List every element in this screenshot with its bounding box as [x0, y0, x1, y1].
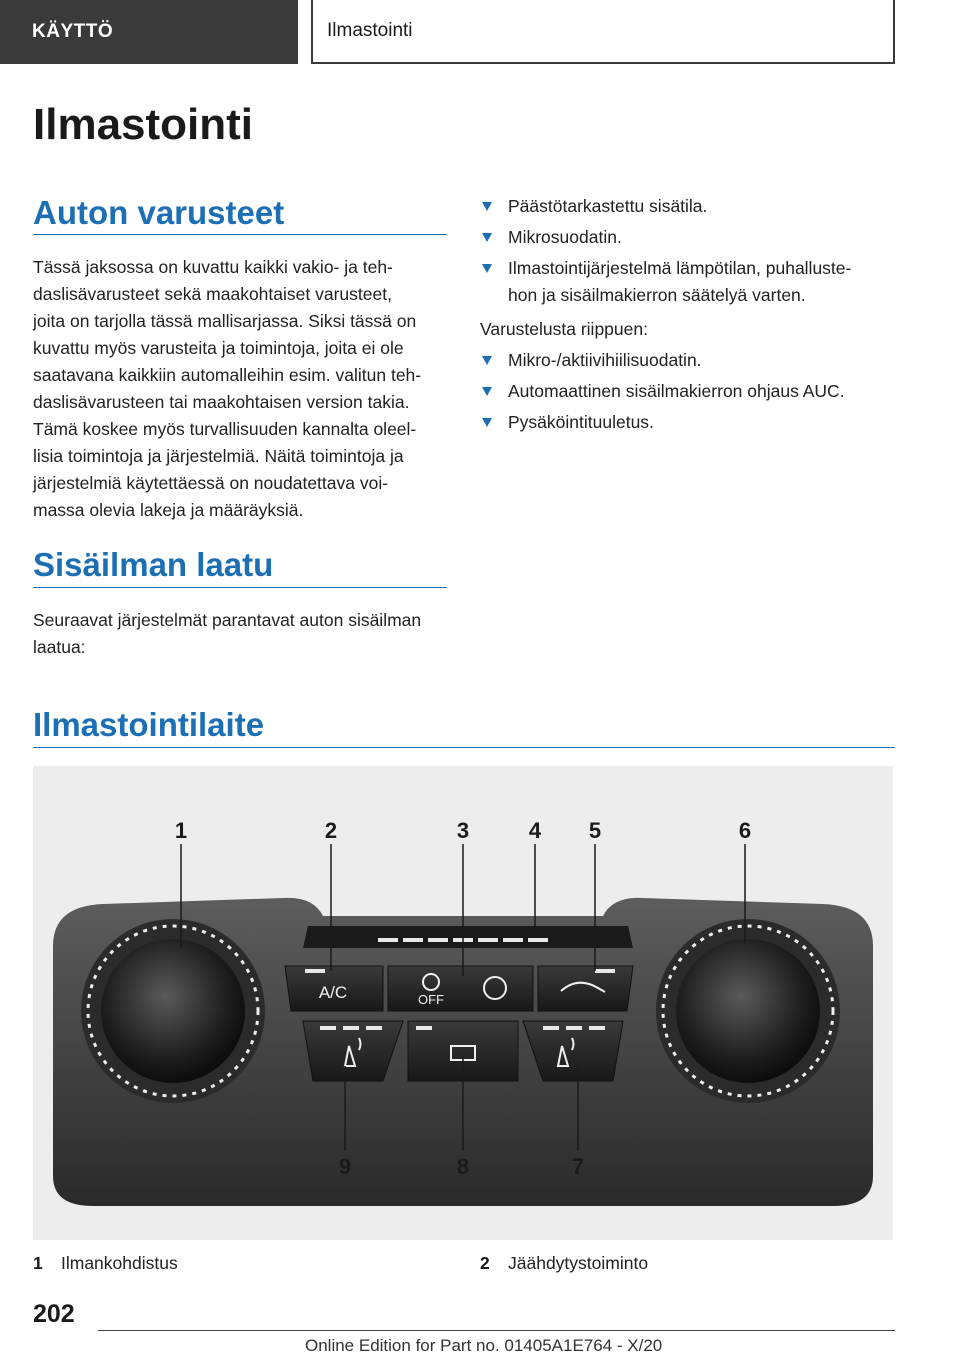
- footer-rule: [98, 1330, 895, 1331]
- page-number: 202: [33, 1300, 75, 1328]
- triangle-bullet-icon: [482, 233, 492, 242]
- caption-number: 2: [480, 1253, 490, 1273]
- section-tab-label: KÄYTTÖ: [32, 21, 114, 42]
- text-line: saatavana kaikkiin automalleihin esim. valitun teh-: [33, 365, 422, 385]
- callout-number: 1: [174, 818, 188, 843]
- list-item: [480, 224, 900, 251]
- list-item: [480, 255, 900, 309]
- climate-control-photo: [33, 766, 893, 1240]
- callout-number: 8: [456, 1154, 470, 1179]
- air-quality-list: [480, 193, 900, 313]
- list-item-text: Ilmastointijärjestelmä lämpötilan, puhalluste-: [508, 258, 852, 278]
- text-line: daslisävarusteen tai maakohtaisen version takia.: [33, 392, 410, 412]
- display-slot: [303, 926, 633, 948]
- paragraph-varusteet: [33, 254, 421, 524]
- page-title: Ilmastointi: [33, 100, 254, 149]
- list-item: [480, 409, 900, 436]
- fan-button-shape: [388, 966, 533, 1011]
- text-line: joita on tarjolla tässä mallisarjassa. Siksi tässä on: [33, 311, 417, 331]
- text-line: Seuraavat järjestelmät parantavat auton sisäilman: [33, 610, 422, 630]
- heading-rule: [33, 587, 447, 588]
- section-tab: [0, 0, 298, 64]
- text-line: daslisävarusteet sekä maakohtaiset varusteet,: [33, 284, 392, 304]
- recirc-button-shape: [538, 966, 633, 1011]
- list-item: [480, 378, 900, 405]
- list-item-text: Automaattinen sisäilmakierron ohjaus AUC.: [508, 381, 845, 401]
- text-line: Tämä koskee myös turvallisuuden kannalta oleel-: [33, 419, 417, 439]
- triangle-bullet-icon: [482, 356, 492, 365]
- caption-number: 1: [33, 1253, 43, 1273]
- left-knob: [101, 939, 245, 1083]
- optional-list: [480, 347, 900, 440]
- text-line: Tässä jaksossa on kuvattu kaikki vakio- ja teh-: [33, 257, 393, 277]
- heading-rule: [33, 234, 447, 235]
- triangle-bullet-icon: [482, 202, 492, 211]
- equipment-intro: Varustelusta riippuen:: [480, 319, 648, 339]
- text-line: järjestelmiä käytettäessä on noudatettava voi-: [33, 473, 389, 493]
- callout-number: 9: [338, 1154, 352, 1179]
- callout-number: 6: [738, 818, 752, 843]
- recirc-led: [595, 969, 615, 973]
- callout-number: 7: [571, 1154, 585, 1179]
- list-item: [480, 347, 900, 374]
- climate-panel-illustration: [33, 766, 893, 1240]
- list-item: [480, 193, 900, 220]
- triangle-bullet-icon: [482, 387, 492, 396]
- callout-number: 5: [588, 818, 602, 843]
- caption-text: Jäähdytystoiminto: [508, 1253, 649, 1273]
- caption-text: Ilmankohdistus: [61, 1253, 178, 1273]
- heading-auton-varusteet: Auton varusteet: [33, 194, 285, 231]
- heading-rule: [33, 747, 895, 748]
- list-item-text: Mikrosuodatin.: [508, 227, 622, 247]
- text-line: massa olevia lakeja ja määräyksiä.: [33, 500, 304, 520]
- right-knob: [676, 939, 820, 1083]
- callout-number: 3: [456, 818, 470, 843]
- footer-text: Online Edition for Part no. 01405A1E764 - X/20: [305, 1336, 663, 1355]
- list-item-text: Päästötarkastettu sisätila.: [508, 196, 708, 216]
- heading-ilmastointilaite: Ilmastointilaite: [33, 706, 265, 743]
- text-line: kuvattu myös varusteita ja toimintoja, joita ei ole: [33, 338, 404, 358]
- chapter-tab: [311, 0, 895, 64]
- ac-button-label: A/C: [318, 983, 348, 1002]
- ac-led: [305, 969, 325, 973]
- heading-sisailman-laatu: Sisäilman laatu: [33, 546, 274, 583]
- list-item-text: Mikro-/aktiivihiilisuodatin.: [508, 350, 702, 370]
- text-line: lisia toimintoja ja järjestelmiä. Näitä toimintoja ja: [33, 446, 404, 466]
- paragraph-sisailma: [33, 607, 421, 661]
- fan-off-label: OFF: [418, 992, 444, 1007]
- list-item-text: Pysäköintituuletus.: [508, 412, 654, 432]
- chapter-tab-label: Ilmastointi: [327, 20, 413, 41]
- triangle-bullet-icon: [482, 264, 492, 273]
- text-line: laatua:: [33, 637, 86, 657]
- callout-number: 2: [324, 818, 338, 843]
- triangle-bullet-icon: [482, 418, 492, 427]
- list-item-text: hon ja sisäilmakierron säätelyä varten.: [508, 285, 806, 305]
- callout-number: 4: [528, 818, 542, 843]
